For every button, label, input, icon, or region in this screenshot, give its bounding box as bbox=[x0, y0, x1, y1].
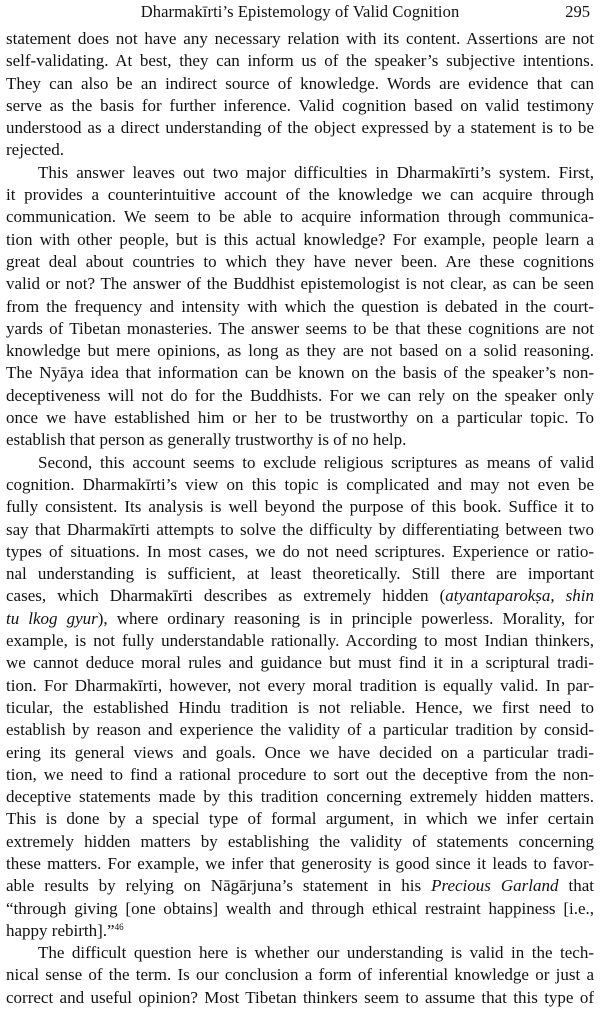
text-line: correct and useful opinion? Most Tibetan thinkers seem to assume that this type of bbox=[6, 987, 594, 1007]
text-line: “through giving [one obtains] wealth and through ethical restraint happiness [i.e., bbox=[6, 898, 594, 918]
text-line: example, is not fully understandable rationally. According to most Indian thinkers, bbox=[6, 631, 594, 651]
text-line: rejected. bbox=[6, 140, 65, 160]
text-line: cognition. Dharmakīrti’s view on this topic is complicated and may not even be bbox=[6, 474, 594, 494]
text-line: establish by reason and experience the validity of a particular tradition by consid- bbox=[6, 720, 594, 740]
page-number: 295 bbox=[565, 2, 590, 21]
text-line: self-validating. At best, they can inform us of the speaker’s subjective intentions. bbox=[6, 51, 594, 71]
text-line: tion with other people, but is this actual knowledge? For example, people learn a bbox=[6, 229, 594, 249]
text-line: cases, which Dharmakīrti describes as extremely hidden (atyantaparokṣa, shin bbox=[6, 586, 594, 606]
running-title: Dharmakīrti’s Epistemology of Valid Cognition bbox=[140, 2, 460, 21]
text-line: types of situations. In most cases, we do not need scriptures. Experience or ratio- bbox=[6, 541, 594, 561]
text-line: ering its general views and goals. Once we have decided on a particular tradi- bbox=[6, 742, 594, 762]
paragraph bbox=[6, 942, 594, 1009]
paragraph bbox=[6, 162, 594, 452]
text-line: tu lkog gyur), where ordinary reasoning is in principle powerless. Morality, for bbox=[6, 608, 594, 628]
text-line: Second, this account seems to exclude religious scriptures as means of valid bbox=[38, 452, 594, 472]
text-line: able results by relying on Nāgārjuna’s statement in his Precious Garland that bbox=[6, 876, 594, 896]
text-line: say that Dharmakīrti attempts to solve the difficulty by differentiating between two bbox=[6, 519, 594, 539]
italic-phrase: atyantaparokṣa, shin bbox=[445, 586, 594, 606]
body-text bbox=[6, 28, 594, 1009]
page-header bbox=[6, 0, 594, 28]
book-page bbox=[6, 0, 594, 1016]
text-line: it provides a counterintuitive account of the knowledge we can acquire through bbox=[6, 185, 594, 205]
text-line: nal understanding is sufficient, at least theoretically. Still there are important bbox=[6, 564, 594, 584]
text-line: The Nyāya idea that information can be known on the basis of the speaker’s non- bbox=[6, 363, 594, 383]
text-line: tion, we need to find a rational procedure to sort out the deceptive from the non- bbox=[6, 764, 594, 784]
text-line: we cannot deduce moral rules and guidance but must find it in a scriptural tradi- bbox=[6, 653, 594, 673]
text-line: tion. For Dharmakīrti, however, not every moral tradition is equally valid. In par- bbox=[6, 675, 594, 695]
italic-phrase: Precious Garland bbox=[431, 876, 559, 896]
text-line: great deal about countries to which they have never been. Are these cognitions bbox=[6, 251, 594, 271]
text-line: serve as the basis for further inference. Valid cognition based on valid testimony bbox=[6, 95, 594, 115]
text-line: They can also be an indirect source of knowledge. Words are evidence that can bbox=[6, 73, 594, 93]
text-line: deceptive statements made by this tradition concerning extremely hidden matters. bbox=[6, 787, 594, 807]
text-line: knowledge but mere opinions, as long as they are not based on a solid reasoning. bbox=[6, 341, 594, 361]
text-line: ticular, the established Hindu tradition is not reliable. Hence, we first need to bbox=[6, 697, 594, 717]
italic-phrase: tu lkog gyur bbox=[6, 608, 98, 628]
text-line: extremely hidden matters by establishing the validity of statements concerning bbox=[6, 831, 594, 851]
text-line: happy rebirth].”$^{46}$ bbox=[6, 920, 124, 940]
text-line: This answer leaves out two major difficulties in Dharmakīrti’s system. First, bbox=[38, 162, 594, 182]
text-line: statement does not have any necessary relation with its content. Assertions are not bbox=[6, 29, 594, 48]
text-line: yards of Tibetan monasteries. The answer seems to be that these cognitions are not bbox=[6, 318, 594, 338]
paragraph bbox=[6, 452, 594, 943]
text-line: establish that person as generally trustworthy is of no help. bbox=[6, 430, 407, 450]
text-line: This is done by a special type of formal argument, in which we infer certain bbox=[6, 809, 594, 829]
text-line: communication. We seem to be able to acquire information through communica- bbox=[6, 207, 594, 227]
text-line: these matters. For example, we infer that generosity is good since it leads to favor- bbox=[6, 853, 594, 873]
text-line: deceptiveness will not do for the Buddhists. For we can rely on the speaker only bbox=[6, 385, 594, 405]
text-line: once we have established him or her to be trustworthy on a particular topic. To bbox=[6, 408, 594, 428]
text-line: from the frequency and intensity with which the question is debated in the court- bbox=[6, 296, 594, 316]
text-line: nical sense of the term. Is our conclusion a form of inferential knowledge or just a bbox=[6, 965, 594, 985]
text-line: fully consistent. Its analysis is well beyond the purpose of this book. Suffice it to bbox=[6, 497, 594, 517]
paragraph bbox=[6, 28, 594, 162]
footnote-marker: 46 bbox=[114, 921, 124, 932]
text-line: understood as a direct understanding of the object expressed by a statement is to be bbox=[6, 118, 594, 138]
text-line: The difficult question here is whether our understanding is valid in the tech- bbox=[38, 943, 594, 963]
text-line: valid or not? The answer of the Buddhist epistemologist is not clear, as can be seen bbox=[6, 274, 594, 294]
